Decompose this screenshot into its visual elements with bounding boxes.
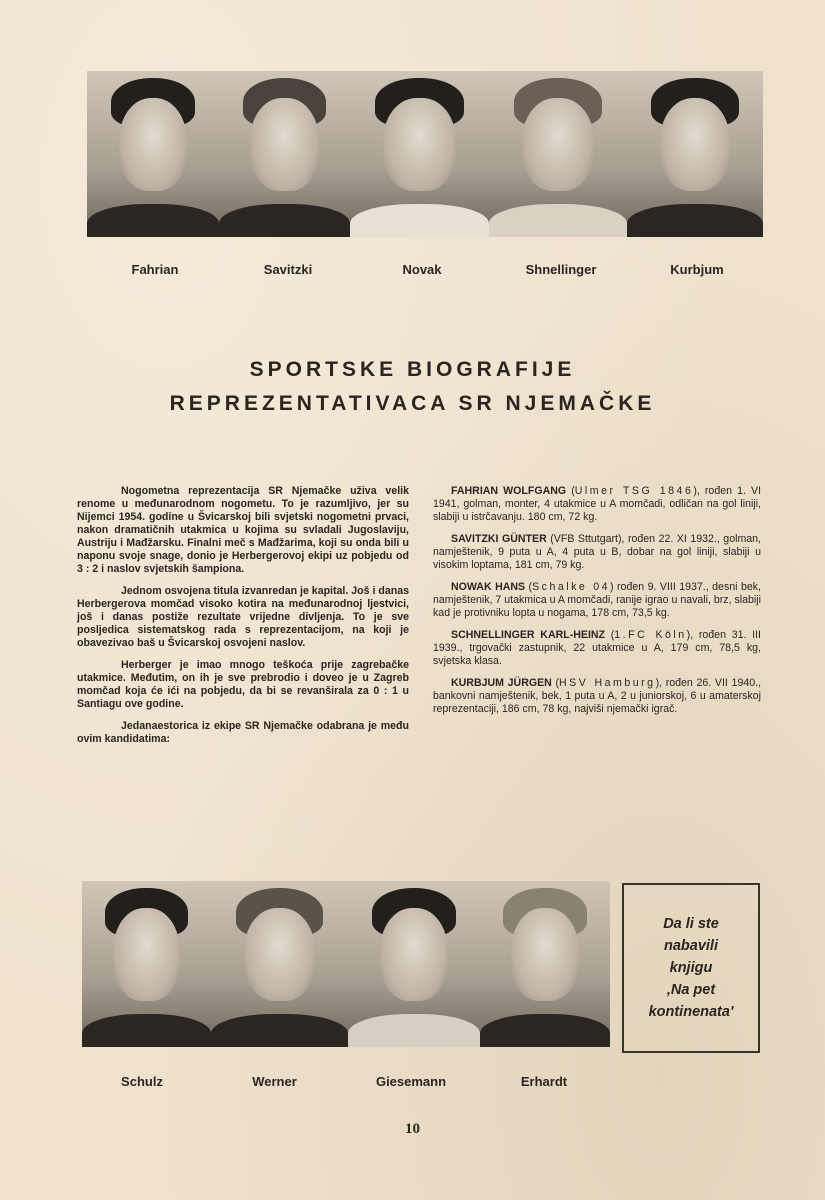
book-ad-text: Da li ste nabavili knjigu ‚Na pet kontinenata' [648, 916, 734, 1020]
bio-entry: FAHRIAN WOLFGANG (Ulmer TSG 1846), rođen 1. VI 1941, golman, monter, 4 utakmice u A momčadi, odličan na gol liniji, slabiji u istrčavanju. 180 cm, 72 kg. [433, 485, 762, 523]
player-name: Shnellinger [525, 262, 597, 277]
photo-kurbjum [627, 71, 763, 237]
bio-club: HSV Hamburg [559, 677, 656, 689]
intro-paragraph: Nogometna reprezentacija SR Njemačke uživa velik renome u međunarodnom nogometu. To je razumljivo, jer su Nijemci 1954. godine u Švicarskoj bili svjetski nogometni prvaci, nakon dramatičnih utakmica u kojima su svladali Jugoslaviju, Austriju i Mađžarsku. Finalni meč s Mađžarima, koji su onda bili u naponu svoje snage, donio je Herbergerovoj ekipi uz pobjedu od 3 : 2 i naslov svjetskih šampiona. [77, 485, 409, 575]
bio-club: Ulmer TSG 1846 [574, 485, 694, 497]
bio-name: SCHNELLINGER KARL-HEINZ [451, 629, 606, 641]
page-heading-line2: REPREZENTATIVACA SR NJEMAČKE [169, 392, 656, 415]
bottom-player-names [82, 1074, 613, 1089]
bio-text: rođen 26. VII 1940., bankovni namještenik, bek, 1 puta u A, 2 u juniorskoj, 6 u amaterskoj reprezentaciji, 186 cm, 78 kg, najviši njemački igrač. [433, 677, 762, 715]
player-name: Erhardt [520, 1074, 568, 1089]
bottom-photo-strip [82, 881, 610, 1047]
bio-club: VFB Sttutgart [553, 533, 618, 545]
photo-novak [350, 71, 489, 237]
bio-text: rođen 9. VIII 1937., desni bek, namještenik, 7 utakmica u A momčadi, ranije igrao u navali, brz, slabiji kad je protivniku lopta u nogama, 178 cm, 73,5 kg. [433, 581, 761, 619]
intro-paragraph: Jednom osvojena titula izvanredan je kapital. Još i danas Herbergerova momčad visoko kotira na međunarodnoj ljestvici, još i danas postiže rezultate vrijedne divljenja. To je sve posljedica sistematskog rada s reprezentacijom, na koji je obavezivao baš u Švicarskoj osvojeni naslov. [77, 585, 409, 649]
bio-text: rođen 22. XI 1932., golman, namještenik, 9 puta u A, 4 puta u B, dobar na gol liniji, slabiji u visokim loptama, 181 cm, 79 kg. [433, 533, 761, 571]
player-name: Kurbjum [670, 262, 724, 277]
bio-entry: SCHNELLINGER KARL-HEINZ (1.FC Köln), rođen 31. III 1939., trgovački zastupnik, 22 utakmice u A, 179 cm, 78,5 kg, svjetska klasa. [433, 629, 761, 667]
bio-text: rođen 31. III 1939., trgovački zastupnik, 22 utakmice u A, 179 cm, 78,5 kg, svjetska klasa. [433, 629, 761, 667]
bio-entry: NOWAK HANS (Schalke 04) rođen 9. VIII 1937., desni bek, namještenik, 7 utakmica u A momčadi, ranije igrao u navali, brz, slabiji kad je protivniku lopta u nogama, 178 cm, 73,5 kg. [433, 581, 761, 619]
bio-name: KURBJUM JÜRGEN [451, 677, 552, 689]
bio-name: SAVITZKI GÜNTER [451, 533, 547, 545]
photo-shnellinger [489, 71, 627, 237]
bio-entry: KURBJUM JÜRGEN (HSV Hamburg), rođen 26. VII 1940., bankovni namještenik, bek, 1 puta u A, 2 u juniorskoj, 6 u amaterskoj reprezentaciji, 186 cm, 78 kg, najviši njemački igrač. [433, 677, 762, 715]
bio-name: FAHRIAN WOLFGANG [451, 485, 567, 497]
intro-column [77, 485, 409, 755]
player-name: Schulz [121, 1074, 163, 1089]
bio-club: 1.FC Köln [614, 629, 687, 641]
page-number: 10 [405, 1121, 420, 1137]
photo-savitzki [219, 71, 350, 237]
page-heading-line1: SPORTSKE BIOGRAFIJE [249, 358, 576, 381]
biographies-column [433, 485, 761, 725]
photo-werner [211, 881, 348, 1047]
book-ad-box [622, 883, 760, 1053]
bio-club: Schalke 04 [532, 581, 611, 593]
player-name: Fahrian [131, 262, 179, 277]
player-name: Novak [402, 262, 442, 277]
photo-fahrian [87, 71, 219, 237]
photo-schulz [82, 881, 211, 1047]
top-player-names [87, 262, 763, 277]
player-name: Giesemann [375, 1074, 447, 1089]
bio-text: rođen 1. VI 1941, golman, monter, 4 utakmice u A momčadi, odličan na gol liniji, slabiji u istrčavanju. 180 cm, 72 kg. [433, 485, 762, 523]
bio-name: NOWAK HANS [451, 581, 526, 593]
photo-giesemann [348, 881, 480, 1047]
photo-erhardt [480, 881, 610, 1047]
bio-entry: SAVITZKI GÜNTER (VFB Sttutgart), rođen 22. XI 1932., golman, namještenik, 9 puta u A, 4 puta u B, dobar na gol liniji, slabiji u visokim loptama, 181 cm, 79 kg. [433, 533, 761, 571]
player-name: Savitzki [263, 262, 313, 277]
top-photo-strip [87, 71, 763, 237]
intro-paragraph: Herberger je imao mnogo teškoća prije zagrebačke utakmice. Međutim, on ih je sve prebrodio i doveo je u Zagreb momčad koja će ići na pobjedu, da bi se revanširala za 0 : 1 u Santiagu ove godine. [77, 659, 409, 710]
intro-paragraph: Jedanaestorica iz ekipe SR Njemačke odabrana je među ovim kandidatima: [77, 720, 409, 745]
player-name: Werner [252, 1074, 297, 1089]
